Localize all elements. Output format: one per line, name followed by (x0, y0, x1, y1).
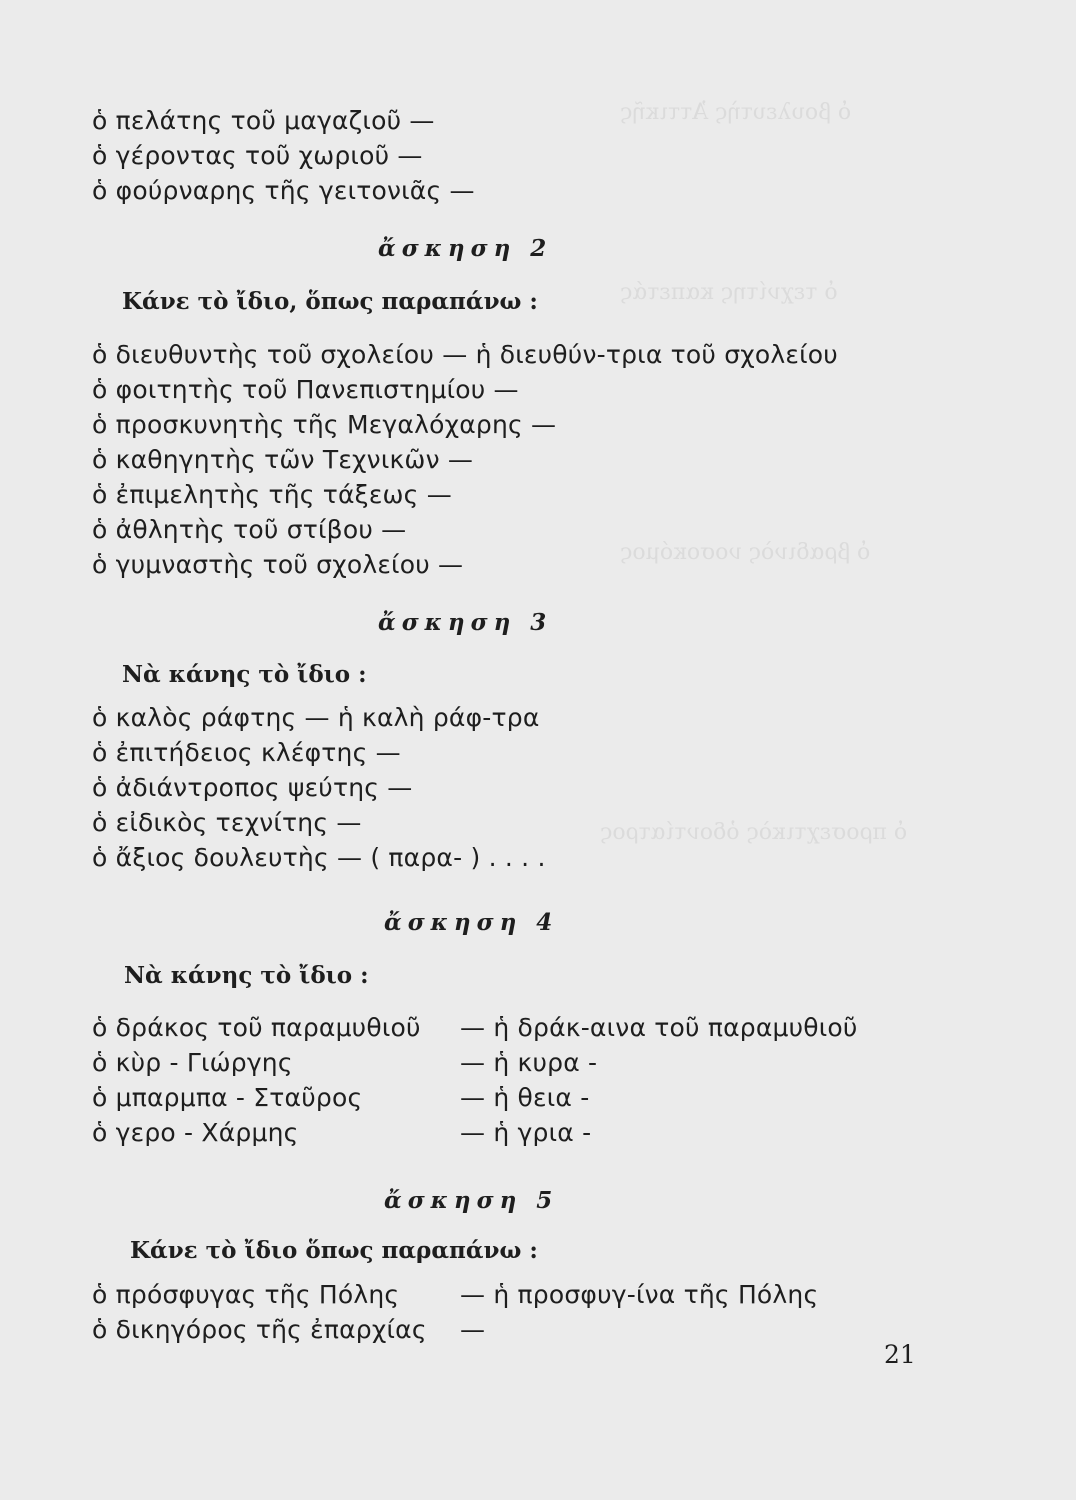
exercise-line: ὁ προσκυνητὴς τῆς Μεγαλόχαρης — (92, 410, 557, 439)
bleed-through-text: ὁ προσεχτικὸς ὀδοντίατρος (600, 820, 908, 845)
bleed-through-text: ὁ βραδινὸς νοσοκόμος (620, 540, 871, 565)
exercise-row-right: — ἡ θεια - (460, 1083, 590, 1112)
exercise-instruction: Κάνε τὸ ἴδιο, ὅπως παραπάνω : (122, 288, 538, 315)
exercise-row-right: — ἡ κυρα - (460, 1048, 598, 1077)
exercise-row-right: — ἡ γρια - (460, 1118, 592, 1147)
exercise-row-right: — (460, 1315, 486, 1344)
exercise-heading: ἄσκηση 5 (384, 1187, 559, 1214)
exercise-line: ὁ πελάτης τοῦ μαγαζιοῦ — (92, 106, 435, 135)
exercise-line: ὁ γέροντας τοῦ χωριοῦ — (92, 141, 423, 170)
exercise-row-left: ὁ μπαρμπα - Σταῦρος (92, 1083, 363, 1112)
exercise-heading: ἄσκηση 4 (384, 909, 559, 936)
exercise-line: ὁ ἀθλητὴς τοῦ στίβου — (92, 515, 407, 544)
exercise-row-left: ὁ γερο - Χάρμης (92, 1118, 299, 1147)
exercise-heading: ἄσκηση 2 (378, 235, 553, 262)
exercise-line: ὁ γυμναστὴς τοῦ σχολείου — (92, 550, 464, 579)
exercise-heading: ἄσκηση 3 (378, 609, 553, 636)
exercise-line: ὁ καλὸς ράφτης — ἡ καλὴ ράφ-τρα (92, 703, 540, 732)
exercise-line: ὁ φούρναρης τῆς γειτονιᾶς — (92, 176, 475, 205)
exercise-row-left: ὁ πρόσφυγας τῆς Πόλης (92, 1280, 400, 1309)
exercise-row-left: ὁ δικηγόρος τῆς ἐπαρχίας (92, 1315, 427, 1344)
exercise-line: ὁ εἰδικὸς τεχνίτης — (92, 808, 362, 837)
page-number: 21 (884, 1340, 916, 1369)
exercise-line: ὁ ἐπιτήδειος κλέφτης — (92, 738, 401, 767)
exercise-line: ὁ φοιτητὴς τοῦ Πανεπιστημίου — (92, 375, 519, 404)
exercise-row-left: ὁ κὺρ - Γιώργης (92, 1048, 293, 1077)
bleed-through-text: ὁ τεχνίτης καπετάς (620, 280, 838, 305)
exercise-instruction: Νὰ κάνης τὸ ἴδιο : (124, 962, 369, 989)
exercise-line: ὁ ἄξιος δουλευτὴς — ( παρα- ) . . . . (92, 843, 546, 872)
exercise-line: ὁ ἐπιμελητὴς τῆς τάξεως — (92, 480, 452, 509)
exercise-instruction: Κάνε τὸ ἴδιο ὅπως παραπάνω : (130, 1237, 538, 1264)
bleed-through-text: ὁ βουλευτὴς Ἀττικῆς (620, 100, 852, 125)
exercise-line: ὁ διευθυντὴς τοῦ σχολείου — ἡ διευθύν-τρια τοῦ σχολείου (92, 340, 838, 369)
exercise-line: ὁ ἀδιάντροπος ψεύτης — (92, 773, 413, 802)
exercise-instruction: Νὰ κάνης τὸ ἴδιο : (122, 661, 367, 688)
exercise-line: ὁ καθηγητὴς τῶν Τεχνικῶν — (92, 445, 474, 474)
exercise-row-right: — ἡ δράκ-αινα τοῦ παραμυθιοῦ (460, 1013, 858, 1042)
exercise-row-right: — ἡ προσφυγ-ίνα τῆς Πόλης (460, 1280, 819, 1309)
exercise-row-left: ὁ δράκος τοῦ παραμυθιοῦ (92, 1013, 421, 1042)
